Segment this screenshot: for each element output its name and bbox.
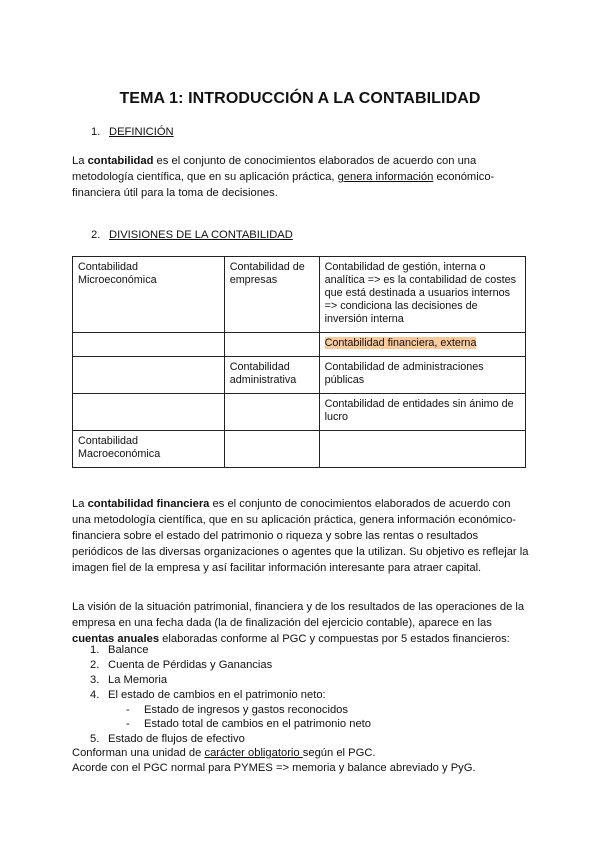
table-cell: Contabilidad Macroeconómica [73, 431, 225, 468]
sub-list-item: - Estado total de cambios en el patrimonio neto [126, 718, 371, 730]
section-number: 2. [91, 229, 101, 241]
list-item: 3. La Memoria [90, 674, 168, 686]
table-cell: Contabilidad de empresas [224, 257, 319, 333]
text: La [72, 498, 88, 510]
annual-accounts-paragraph [72, 599, 532, 647]
closing-line-1 [72, 745, 532, 761]
table-row [73, 394, 526, 431]
table-row [73, 333, 526, 357]
bold-term: contabilidad [87, 155, 154, 167]
table-cell [224, 333, 319, 357]
page-title: TEMA 1: INTRODUCCIÓN A LA CONTABILIDAD [119, 90, 481, 107]
table-cell [319, 431, 525, 468]
table-cell: Contabilidad de entidades sin ánimo de lucro [319, 394, 525, 431]
table-row [73, 431, 526, 468]
underlined-text: carácter obligatorio [204, 747, 303, 759]
table-cell [73, 394, 225, 431]
financial-accounting-paragraph [72, 496, 532, 576]
list-item: 4. El estado de cambios en el patrimonio neto: [90, 689, 326, 701]
divisions-table [72, 256, 526, 468]
sub-list-item: - Estado de ingresos y gastos reconocidos [126, 704, 348, 716]
table-cell [319, 333, 525, 357]
list-item: 1. Balance [90, 644, 149, 656]
table-cell [224, 431, 319, 468]
definition-paragraph [72, 153, 532, 201]
table-cell: Contabilidad de administraciones públicas [319, 357, 525, 394]
text: es el conjunto de conocimientos elaborados de acuerdo con una metodología científica, que en su aplicación práctica, [72, 155, 477, 183]
text: según el PGC. [302, 747, 376, 759]
text: económico-financiera útil para la toma de decisiones. [72, 171, 495, 199]
text: La [72, 155, 88, 167]
highlighted-text: Contabilidad financiera, externa [324, 337, 477, 349]
list-item: 2. Cuenta de Pérdidas y Ganancias [90, 659, 273, 671]
table-cell: Contabilidad Microeconómica [73, 257, 225, 333]
text: Conforman una unidad de [72, 747, 205, 759]
section-heading-definicion [91, 126, 174, 138]
table-cell: Contabilidad de gestión, interna o analítica => es la contabilidad de costes que está destinada a usuarios internos => condiciona las decisiones de inversión interna [319, 257, 525, 333]
bold-term: contabilidad financiera [87, 498, 210, 510]
section-label: DIVISIONES DE LA CONTABILIDAD [109, 229, 293, 241]
table-row [73, 357, 526, 394]
section-number: 1. [91, 126, 101, 138]
closing-line-2: Acorde con el PGC normal para PYMES => memoria y balance abreviado y PyG. [72, 762, 476, 774]
bold-term: cuentas anuales [72, 633, 160, 645]
table-cell [73, 333, 225, 357]
section-heading-divisiones [91, 229, 293, 241]
table-cell [224, 394, 319, 431]
underlined-text: genera información [337, 171, 434, 183]
section-label: DEFINICIÓN [109, 126, 174, 138]
table-cell [73, 357, 225, 394]
text: elaboradas conforme al PGC y compuestas por 5 estados financieros: [159, 633, 510, 645]
table-row [73, 257, 526, 333]
table-cell: Contabilidad administrativa [224, 357, 319, 394]
text: La visión de la situación patrimonial, financiera y de los resultados de las operaciones de la empresa en una fecha dada (la de finalización del ejercicio contable), aparece en las [72, 601, 525, 629]
list-item: 5. Estado de flujos de efectivo [90, 733, 245, 745]
text: es el conjunto de conocimientos elaborados de acuerdo con una metodología científica, que en su aplicación práctica, genera información económico-financiera sobre el estado del patrimonio o riqueza y sobre las rentas o resultados periódicos de las diversas organizaciones o agentes que la utilizan. Su objetivo es reflejar la imagen fiel de la empresa y así facilitar información interesante para atraer capital. [72, 498, 529, 574]
